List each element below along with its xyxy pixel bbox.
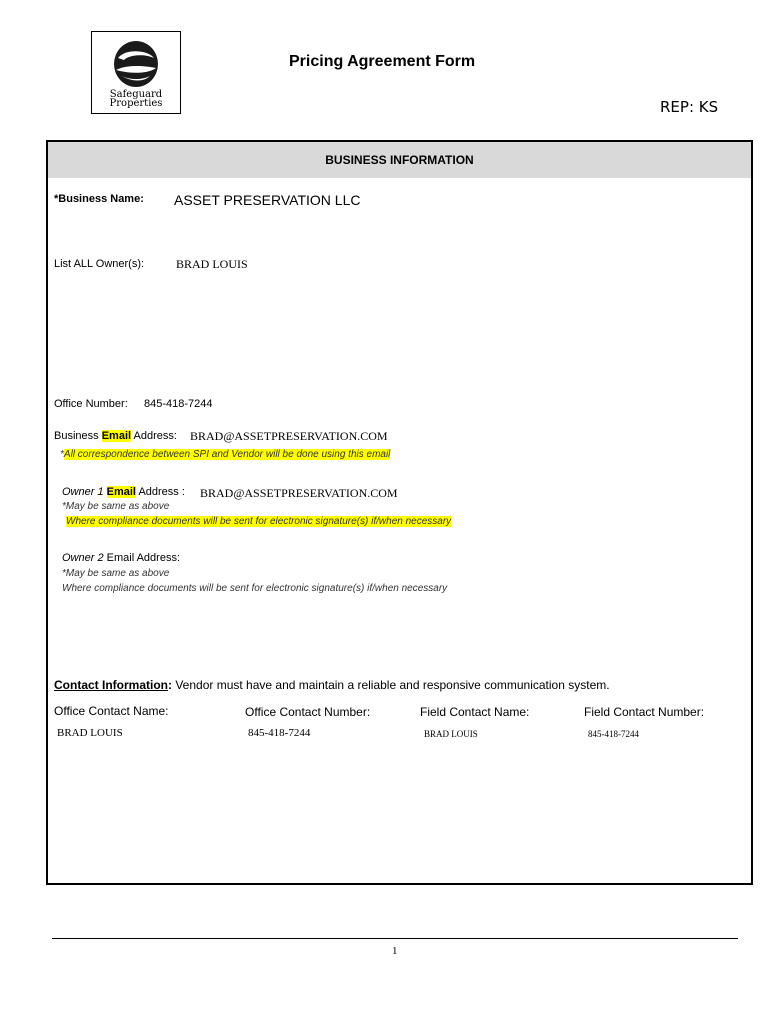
business-email-label-prefix: Business [54,430,102,442]
owners-label: List ALL Owner(s): [54,258,145,270]
business-email-label-suffix: Address: [131,430,177,442]
owner1-email-label-suffix: Address : [136,486,185,498]
business-email-note-star: * [60,449,64,460]
rep-label: REP: KS [660,98,719,116]
business-email-note [60,449,390,460]
office-contact-name-value[interactable]: BRAD LOUIS [57,727,123,739]
contact-info-colon: : [168,678,172,692]
owner1-email-value[interactable]: BRAD@ASSETPRESERVATION.COM [200,486,398,500]
owner2-email-note-1: *May be same as above [62,568,170,579]
business-email-value[interactable]: BRAD@ASSETPRESERVATION.COM [190,429,388,443]
field-contact-number-header: Field Contact Number: [584,705,705,719]
logo-line-1: Safeguard [109,89,163,100]
owner2-email-label-suffix: Email Address: [103,552,180,564]
owner1-email-label [62,486,185,498]
owner1-email-note-1: *May be same as above [62,501,170,512]
field-contact-number-value[interactable]: 845-418-7244 [588,729,639,739]
field-contact-name-value[interactable]: BRAD LOUIS [424,729,478,739]
contact-info-line [54,678,610,692]
contact-info-description: Vendor must have and maintain a reliable and responsive communication system. [172,678,610,692]
office-number-value[interactable]: 845-418-7244 [144,398,213,410]
logo-line-2: Properties [109,98,163,109]
page-title: Pricing Agreement Form [289,53,476,70]
owner1-email-label-highlight: Email [106,486,136,498]
business-email-label-highlight: Email [101,430,132,442]
company-logo [91,31,181,114]
business-name-value[interactable]: ASSET PRESERVATION LLC [174,192,361,208]
business-email-note-text: All correspondence between SPI and Vendor will be done using this email [63,449,391,460]
office-contact-name-header: Office Contact Name: [54,704,169,718]
safeguard-logo-icon [92,36,180,92]
contact-info-heading: Contact Information [54,678,168,692]
business-info-section [46,140,753,885]
section-header: BUSINESS INFORMATION [48,142,751,178]
owner2-email-label [62,552,180,564]
owners-value[interactable]: BRAD LOUIS [176,257,248,271]
office-contact-number-header: Office Contact Number: [245,705,371,719]
owner2-email-note-2: Where compliance documents will be sent for electronic signature(s) if/when necessary [62,583,448,594]
field-contact-name-header: Field Contact Name: [420,705,530,719]
footer-divider [52,938,738,939]
office-contact-number-value[interactable]: 845-418-7244 [248,727,311,739]
owner1-email-note-2: Where compliance documents will be sent for electronic signature(s) if/when necessary [66,516,452,527]
page-number: 1 [392,945,398,957]
business-name-label: *Business Name: [54,193,144,205]
business-email-label [54,430,177,442]
office-number-label: Office Number: [54,398,128,410]
owner1-email-label-prefix: Owner 1 [62,486,107,498]
owner2-email-label-prefix: Owner 2 [62,552,104,564]
